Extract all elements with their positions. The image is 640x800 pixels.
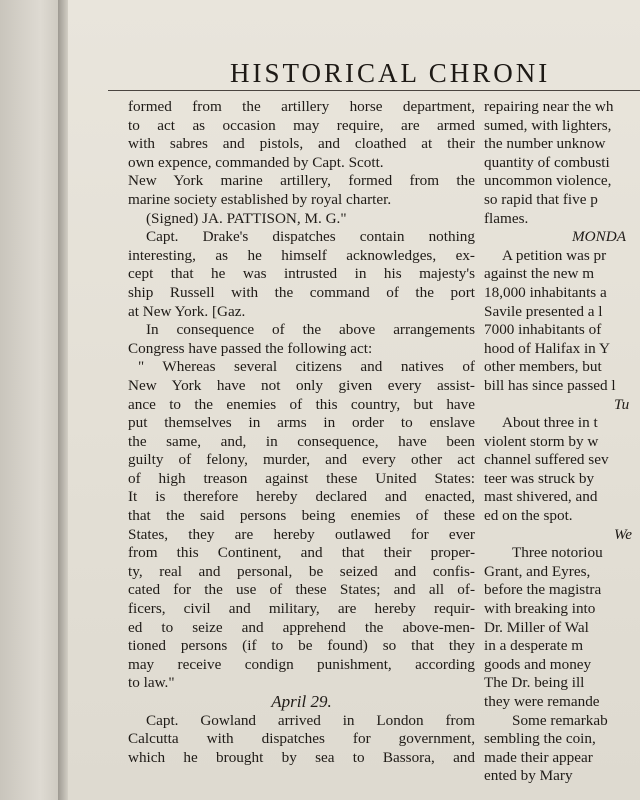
signature-line: (Signed) JA. PATTISON, M. G.": [146, 209, 347, 227]
text-line: that the said persons being enemies of these: [128, 507, 475, 525]
text-line: cept that he was intrusted in his majesty's: [128, 265, 475, 283]
text-line: repairing near the wh: [484, 98, 614, 115]
text-line: ficers, civil and military, are hereby requir-: [128, 600, 475, 618]
right-column: [484, 98, 640, 786]
text-line: ship Russell with the command of the port: [128, 283, 475, 301]
text-line: mast shivered, and: [484, 488, 598, 506]
text-line: Three notoriou: [512, 544, 603, 562]
text-line: the number unknow: [484, 135, 606, 153]
text-line: The Dr. being ill: [484, 674, 585, 692]
text-line: with sabres and pistols, and cloathed at their: [128, 135, 475, 153]
text-line: guilty of felony, murder, and every other act: [128, 451, 475, 469]
text-line: Some remarkab: [512, 711, 608, 729]
text-line: violent storm by w: [484, 432, 599, 450]
text-line: bill has since passed l: [484, 376, 616, 394]
text-line: own expence, commanded by Capt. Scott.: [128, 153, 384, 171]
header-rule: [108, 90, 640, 91]
text-line: they were remande: [484, 693, 600, 710]
text-line: marine society established by royal charter.: [128, 190, 392, 208]
text-line: in a desperate m: [484, 637, 584, 655]
text-line: Calcutta with dispatches for government,: [128, 730, 475, 748]
text-line: Savile presented a l: [484, 302, 603, 320]
text-line: made their appear: [484, 748, 593, 766]
text-line: of high treason against these United States:: [128, 469, 475, 487]
text-line: the same, and, in consequence, have been: [128, 432, 475, 450]
text-line: In consequence of the above arrangements: [146, 321, 475, 339]
text-line: cated for the use of these States; and all of-: [128, 581, 475, 599]
text-line: with breaking into: [484, 600, 596, 618]
text-line: may receive condign punishment, according: [128, 655, 475, 673]
text-line: teer was struck by: [484, 469, 595, 487]
text-line: to law.": [128, 674, 175, 692]
text-line: channel suffered sev: [484, 451, 609, 469]
text-line: " Whereas several citizens and natives of: [138, 358, 475, 376]
text-line: before the magistra: [484, 581, 602, 599]
text-line: New York have not only given every assist-: [128, 376, 475, 394]
text-line: Dr. Miller of Wal: [484, 618, 589, 636]
text-line: goods and money: [484, 655, 592, 673]
text-line: Capt. Drake's dispatches contain nothing: [146, 228, 475, 246]
left-column: [128, 98, 475, 767]
text-line: States, they are hereby outlawed for ever: [128, 525, 475, 543]
text-line: at New York. [Gaz.: [128, 302, 246, 320]
text-line: New York marine artillery, formed from the: [128, 172, 475, 190]
day-heading: Tu: [614, 395, 630, 413]
text-line: 18,000 inhabitants a: [484, 283, 607, 301]
text-line: sembling the coin,: [484, 730, 596, 748]
text-line: About three in t: [502, 414, 598, 432]
text-line: tioned persons (if to be found) so that they: [128, 637, 475, 655]
text-line: Capt. Gowland arrived in London from: [146, 711, 475, 729]
day-heading: MONDA: [572, 228, 626, 246]
text-line: against the new m: [484, 265, 595, 283]
text-line: to act as occasion may require, are armed: [128, 116, 475, 134]
text-line: which he brought by sea to Bassora, and: [128, 748, 475, 766]
text-line: ed to seize and apprehend the above-men-: [128, 618, 475, 636]
text-line: flames.: [484, 209, 529, 227]
page-header-title: HISTORICAL CHRONI: [230, 58, 551, 88]
text-line: 7000 inhabitants of: [484, 321, 602, 339]
day-heading: We: [614, 525, 632, 543]
text-line: quantity of combusti: [484, 153, 610, 171]
facing-page-edge: [0, 0, 58, 800]
newspaper-page: [68, 0, 640, 800]
text-line: ance to the enemies of this country, but have: [128, 395, 475, 413]
text-line: formed from the artillery horse department,: [128, 98, 475, 115]
text-line: A petition was pr: [502, 246, 607, 264]
text-line: ed on the spot.: [484, 507, 573, 525]
text-line: so rapid that five p: [484, 190, 598, 208]
text-line: hood of Halifax in Y: [484, 339, 610, 357]
text-line: interesting, as he himself acknowledges, ex-: [128, 246, 475, 264]
text-line: put themselves in arms in order to enslave: [128, 414, 475, 432]
text-line: ty, real and personal, be seized and confis-: [128, 562, 475, 580]
date-heading: April 29.: [271, 692, 332, 711]
text-line: It is therefore hereby declared and enacted,: [128, 488, 475, 506]
text-line: other members, but: [484, 358, 602, 376]
text-line: sumed, with lighters,: [484, 116, 612, 134]
text-line: ented by Mary: [484, 767, 573, 785]
page-gutter: [58, 0, 68, 800]
text-line: from this Continent, and that their proper-: [128, 544, 475, 562]
text-line: Congress have passed the following act:: [128, 339, 373, 357]
text-line: uncommon violence,: [484, 172, 612, 190]
text-line: Grant, and Eyres,: [484, 562, 591, 580]
